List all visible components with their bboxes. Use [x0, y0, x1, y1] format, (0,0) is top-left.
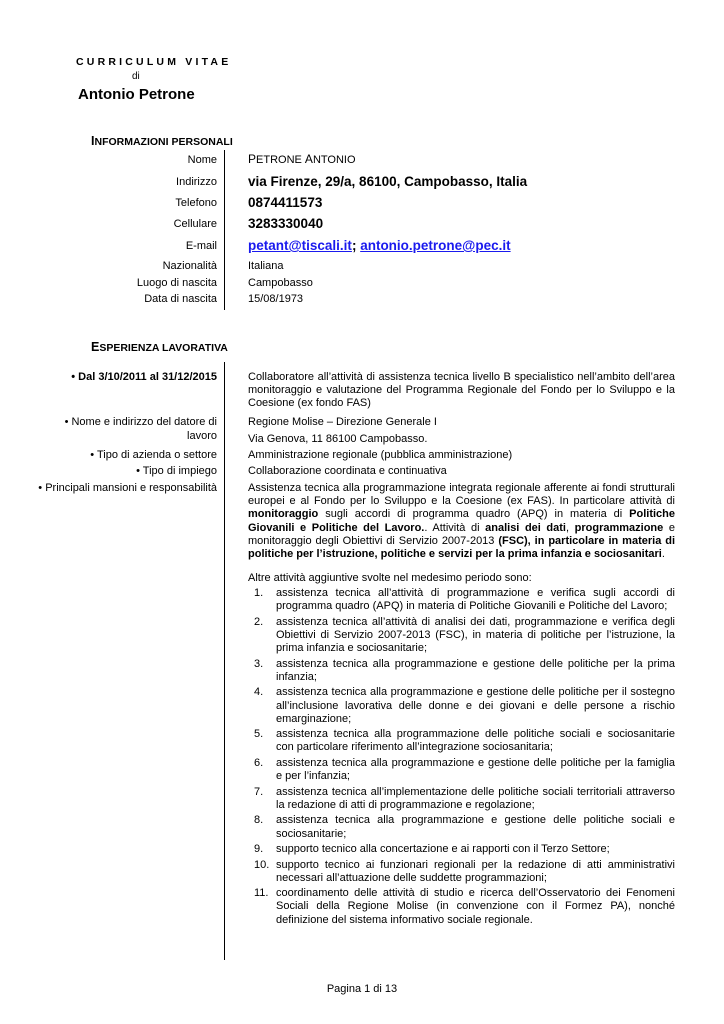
personal-divider	[224, 150, 225, 310]
value-sector: Amministrazione regionale (pubblica amministrazione)	[248, 449, 513, 461]
value-indirizzo: via Firenze, 29/a, 86100, Campobasso, Italia	[248, 174, 528, 189]
label-duties: • Principali mansioni e responsabilità	[38, 482, 217, 494]
email-link-1[interactable]: petant@tiscali.it	[248, 238, 352, 253]
cv-di: di	[132, 71, 140, 82]
label-period: • Dal 3/10/2011 al 31/12/2015	[71, 371, 217, 383]
section-heading-experience: ESPERIENZA LAVORATIVA	[91, 340, 228, 354]
value-job-type: Collaborazione coordinata e continuativa	[248, 465, 447, 477]
value-telefono: 0874411573	[248, 195, 323, 210]
task-item: 8. assistenza tecnica alla programmazione e gestione delle politiche sociali e sociosanitarie;	[254, 814, 675, 840]
value-luogo-nascita: Campobasso	[248, 277, 313, 289]
value-email: petant@tiscali.it; antonio.petrone@pec.it	[248, 238, 511, 253]
cv-owner-name: Antonio Petrone	[78, 86, 195, 103]
value-cellulare: 3283330040	[248, 216, 324, 231]
value-data-nascita: 15/08/1973	[248, 293, 304, 305]
value-nazionalita: Italiana	[248, 260, 284, 272]
label-sector: • Tipo di azienda o settore	[90, 449, 217, 461]
page-number: Pagina 1 di 13	[326, 983, 398, 995]
label-indirizzo: Indirizzo	[176, 176, 217, 188]
task-item: 10. supporto tecnico ai funzionari regionali per la redazione di atti amministrativi necessari all’attuazione delle suddette programmazioni;	[254, 858, 675, 884]
cv-title: CURRICULUM VITAE	[76, 56, 232, 68]
label-job-type: • Tipo di impiego	[136, 465, 217, 477]
task-item: 7. assistenza tecnica all’implementazione delle politiche sociali territoriali attraverso la redazione di atti di programmazione e regolazione;	[254, 785, 675, 811]
value-employer: Regione Molise – Direzione Generale I Via Genova, 11 86100 Campobasso.	[248, 416, 437, 445]
value-duties: Assistenza tecnica alla programmazione integrata regionale afferente ai fondi strutturali europei e al Fondo per lo Sviluppo e la Coesione (ex FAS). In particolare attività di monitoraggio sugli accordi di programma quadro (APQ) in materia di Politiche Giovanili e Politiche del Lavoro.. Attività di analisi dei dati, programmazione e monitoraggio degli Obiettivi di Servizio 2007-2013 (FSC), in particolare in materia di politiche per l’istruzione, politiche e servizi per la prima infanzia e sociosanitari.	[248, 482, 675, 561]
task-item: 2. assistenza tecnica all’attività di analisi dei dati, programmazione e verifica degli Obiettivi di Servizio 2007-2013 (FSC), in materia di politiche per l’istruzione, la prima infanzia e sociosanitarie;	[254, 615, 675, 655]
section-heading-personal: INFORMAZIONI PERSONALI	[91, 134, 233, 148]
task-item: 3. assistenza tecnica alla programmazione e gestione delle politiche per la prima infanzia;	[254, 657, 675, 683]
label-cellulare: Cellulare	[173, 218, 217, 230]
task-item: 6. assistenza tecnica alla programmazione e gestione delle politiche per la famiglia e per l’infanzia;	[254, 756, 675, 783]
label-nome: Nome	[187, 154, 217, 166]
experience-divider	[224, 362, 225, 960]
label-employer: • Nome e indirizzo del datore di lavoro	[64, 416, 217, 442]
task-list	[248, 587, 675, 929]
task-item: 11. coordinamento delle attività di studio e ricerca dell’Osservatorio dei Fenomeni Sociali della Regione Molise (in convenzione con il Formez PA), nonché definizione del sistema informativo sociale regionale.	[254, 887, 675, 926]
label-email: E-mail	[185, 240, 217, 252]
task-item: 4. assistenza tecnica alla programmazione e gestione delle politiche per il sostegno all’inclusione lavorativa delle donne e dei giovani e delle persone a rischio emarginazione;	[254, 686, 675, 725]
label-nazionalita: Nazionalità	[162, 260, 217, 272]
task-item: 5. assistenza tecnica alla programmazione delle politiche sociali e sociosanitarie con particolare riferimento all’integrazione sociosanitaria;	[254, 728, 675, 754]
value-period-desc: Collaboratore all’attività di assistenza tecnica livello B specialistico nell’ambito dell’area monitoraggio e valutazione del Programma Regionale del Fondo per lo Sviluppo e la Coesione (ex fondo FAS)	[248, 371, 675, 410]
task-item: 9. supporto tecnico alla concertazione e ai rapporti con il Terzo Settore;	[254, 843, 610, 856]
value-nome: PETRONE ANTONIO	[248, 152, 356, 166]
other-activities-intro: Altre attività aggiuntive svolte nel medesimo periodo sono:	[248, 572, 532, 584]
label-luogo-nascita: Luogo di nascita	[136, 277, 217, 289]
label-data-nascita: Data di nascita	[144, 293, 217, 305]
email-link-2[interactable]: antonio.petrone@pec.it	[360, 238, 511, 253]
label-telefono: Telefono	[175, 197, 217, 209]
task-item: 1. assistenza tecnica all’attività di programmazione e verifica sugli accordi di programma quadro (APQ) in materia di Politiche Giovanili e Politiche del Lavoro;	[254, 587, 675, 613]
